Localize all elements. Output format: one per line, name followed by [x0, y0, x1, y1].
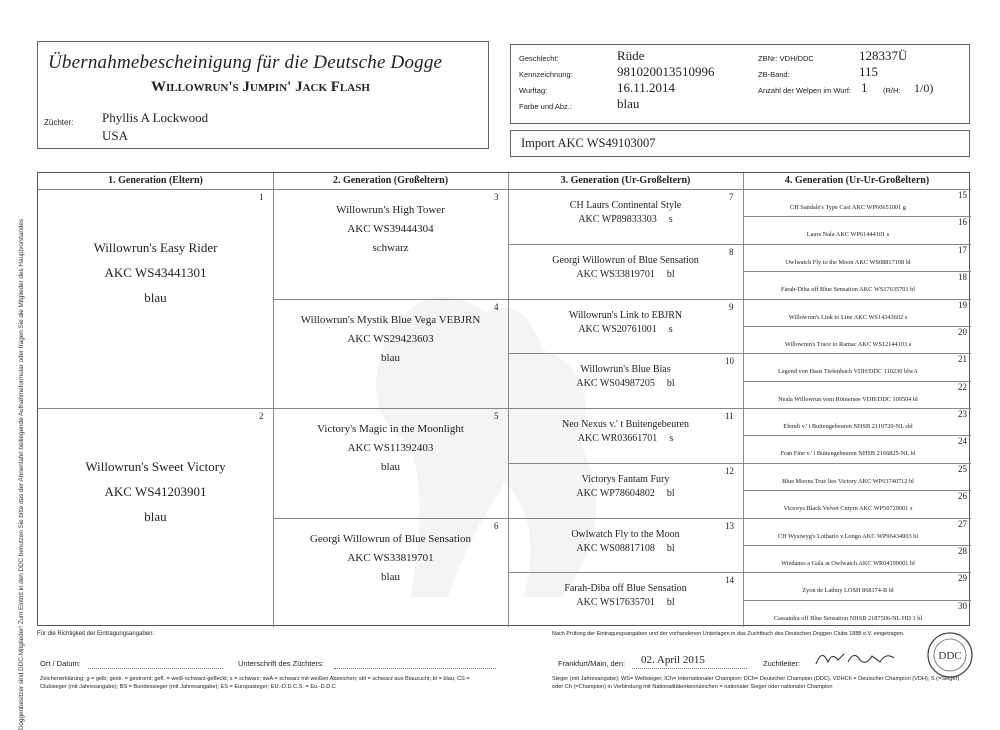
ancestor-reg: AKC WS43441301: [104, 265, 207, 280]
breeder-name: Phyllis A Lockwood: [102, 110, 209, 125]
row-divider: [508, 463, 743, 464]
ancestor-number: 26: [958, 491, 967, 502]
ancestor-number: 21: [958, 354, 967, 365]
ancestor-color: bl: [666, 268, 675, 280]
ancestor-entry: Cassandra off Blue Sensation NHSB 2187506-NL HD 1 bl: [773, 614, 923, 622]
ancestor-reg: AKC WS17635701: [576, 597, 655, 609]
row-divider: [508, 572, 743, 573]
ancestor-entry: Victorys Black Velvet Cntyrn AKC WP50729001 s: [783, 505, 913, 513]
import-value: Import AKC WS49103007: [521, 136, 656, 150]
ancestor-entry: [273, 420, 508, 477]
title-box: [37, 41, 489, 149]
generation-header: 2. Generation (Großeltern): [332, 175, 449, 186]
ancestor-number: 24: [958, 436, 967, 447]
ancestor-entry: Willowrun's Link to Line AKC WS14343602 s: [788, 313, 908, 321]
ancestor-reg: [508, 213, 743, 227]
ancestor-reg: [508, 268, 743, 282]
ancestor-color: s: [668, 323, 673, 335]
ancestor-reg: AKC WS20761001: [578, 323, 657, 335]
ancestor-number: 13: [725, 520, 734, 531]
ancestor-entry: [38, 454, 273, 529]
ancestor-name: Willowrun's Sweet Victory: [85, 459, 226, 474]
ancestor-entry: Owlwatch Fly to the Moon AKC WS08817108 bl: [785, 258, 911, 266]
row-divider: [38, 408, 273, 409]
ancestor-name: Victory's Magic in the Moonlight: [317, 423, 464, 435]
litter-label: Anzahl der Welpen im Wurf:: [758, 86, 852, 95]
header-divider: [38, 189, 971, 190]
column-divider: [508, 173, 509, 627]
place-date-line: [88, 668, 223, 669]
ancestor-number: 16: [958, 217, 967, 228]
zbband-label: ZB-Band:: [758, 70, 790, 79]
ancestor-reg: AKC WS04987205: [576, 378, 655, 390]
ancestor-number: 15: [958, 190, 967, 200]
legend-left: Zeichenerklärung: g = gelb; gestr. = gestromt; gefl. = weiß-schwarz-gefleckt; s = schwarz; swA = schwarz mit weißen Abzeichen; sbl = schwarz aus Blauzucht; bl = blau; CS = Clubsieger (mit Jahresangabe); BS = Bundessieger (mit Jahresangabe); ES = Europasieger; EU.-D.D.C.S. = Eu.-D.D.C: [40, 676, 470, 690]
color-value: blau: [617, 96, 640, 111]
ancestor-color: s: [669, 433, 674, 444]
ancestor-number: 11: [725, 411, 734, 421]
ancestor-number: 17: [958, 244, 967, 255]
ancestor-number: 20: [958, 326, 967, 337]
ancestor-number: 29: [958, 573, 967, 584]
ancestor-entry: Fran Fine v.' t Buitengebeuren NHSB 2166825-NL bl: [780, 450, 916, 458]
ancestor-name: Georgi Willowrun of Blue Sensation: [309, 532, 472, 545]
side-note: Doggenbesitzer sind DDC-Mitglieder! Zum Eintritt in den DDC benutzen Sie bitte das der Ahnentafel beiliegende Aufnahmeformular oder fragen Sie die Mitglieder des Hauptvorstandes: [18, 218, 25, 730]
ancestor-color: bl: [666, 487, 675, 499]
ancestor-name: Willowrun's Blue Bias: [580, 364, 671, 376]
row-divider: [743, 271, 971, 272]
color-label: Farbe und Abz.:: [519, 102, 572, 111]
ancestor-entry: Willowrun's Trace to Ramac AKC WS12144103 s: [784, 340, 912, 348]
ancestor-name: Farah-Diba off Blue Sensation: [564, 583, 687, 595]
ancestor-number: 12: [725, 465, 734, 476]
ancestor-entry: [508, 309, 743, 337]
ancestor-entry: [508, 473, 743, 501]
ancestor-entry: Wiedanes a Gala at Owlwatch AKC WR04199001 bl: [781, 559, 915, 567]
ancestor-name: Willowrun's Link to EBJRN: [568, 309, 683, 321]
ancestor-color: blau: [381, 461, 400, 473]
ancestor-name: Victorys Fantam Fury: [581, 473, 670, 485]
ancestor-entry: [508, 363, 743, 391]
ancestor-number: 6: [494, 520, 499, 531]
ancestor-color: bl: [666, 378, 675, 390]
litter-value: 1: [861, 80, 868, 95]
zbnr-value: 128337Ü: [859, 48, 908, 63]
ancestor-reg: [508, 377, 743, 391]
ancestor-reg: AKC WP78604802: [576, 487, 655, 499]
ancestor-color: schwarz: [372, 242, 409, 254]
breeder-sign-label: Unterschrift des Züchters:: [238, 659, 324, 668]
generation-header: 3. Generation (Ur-Großeltern): [560, 175, 691, 186]
ancestor-reg: AKC WS41203901: [104, 484, 207, 499]
ancestor-reg: AKC WS08817108: [576, 542, 655, 554]
certificate-title: Übernahmebescheinigung für die Deutsche Dogge: [48, 52, 443, 73]
ancestor-number: 23: [958, 409, 967, 419]
ancestor-entry: Farah-Diba off Blue Sensation AKC WS17635701 bl: [780, 286, 916, 294]
ancestor-color: blau: [144, 509, 167, 524]
info-box: [510, 44, 970, 124]
ancestor-number: 22: [958, 381, 967, 392]
row-divider: [743, 518, 971, 519]
ancestor-number: 9: [729, 301, 734, 312]
ancestor-number: 25: [958, 463, 967, 474]
ancestor-number: 8: [729, 246, 734, 257]
registrar-label: Zuchtleiter:: [763, 659, 801, 668]
pedigree-table: [37, 172, 970, 626]
breeder-sign-line: [334, 668, 496, 669]
row-divider: [743, 600, 971, 601]
ancestor-color: bl: [666, 597, 675, 609]
ancestor-reg: [508, 323, 743, 337]
row-divider: [508, 518, 743, 519]
row-divider: [743, 435, 971, 436]
ancestor-entry: Neala Willowrun vom Römersee VDH/DDC 109504 bl: [778, 395, 918, 403]
row-divider: [743, 216, 971, 217]
ancestor-number: 18: [958, 272, 967, 283]
footer-left-note: Für die Richtigkeit der Eintragungsangaben:: [37, 631, 155, 637]
ancestor-reg: AKC WR03661701: [577, 433, 658, 444]
ancestor-number: 3: [494, 192, 499, 202]
row-divider: [743, 572, 971, 573]
ancestor-name: Georgi Willowrun of Blue Sensation: [552, 254, 699, 266]
ancestor-number: 1: [259, 192, 264, 202]
row-divider: [273, 408, 508, 409]
frankfurt-date: 02. April 2015: [641, 654, 705, 666]
ancestor-color: s: [668, 214, 673, 225]
row-divider: [743, 545, 971, 546]
ancestor-reg: [508, 432, 743, 446]
ancestor-name: Willowrun's High Tower: [336, 204, 445, 216]
row-divider: [508, 408, 743, 409]
row-divider: [743, 353, 971, 354]
ancestor-name: CH Laurs Continental Style: [569, 200, 682, 211]
ancestor-entry: [508, 418, 743, 446]
frankfurt-date-line: [632, 668, 747, 669]
ancestor-number: 30: [958, 600, 967, 611]
row-divider: [743, 381, 971, 382]
ancestor-entry: [508, 199, 743, 227]
rh-value: 1/0): [914, 81, 934, 95]
registrar-signature: [814, 646, 904, 670]
ancestor-number: 4: [494, 301, 499, 312]
ancestor-reg: AKC WS39444304: [347, 223, 434, 235]
zbband-value: 115: [859, 64, 879, 79]
ancestor-number: 7: [729, 192, 734, 202]
ancestor-reg: AKC WP89833303: [578, 214, 657, 225]
ancestor-reg: [508, 596, 743, 610]
ancestor-color: blau: [144, 290, 167, 305]
row-divider: [508, 299, 743, 300]
breeder-country: USA: [102, 128, 129, 143]
ancestor-reg: AKC WS11392403: [347, 442, 434, 454]
row-divider: [743, 299, 971, 300]
ancestor-number: 27: [958, 518, 967, 529]
ancestor-entry: [508, 254, 743, 282]
breeder-label: Züchter:: [44, 118, 74, 127]
ancestor-entry: [273, 201, 508, 258]
row-divider: [743, 326, 971, 327]
footer-right-note: Nach Prüfung der Eintragungsangaben und der vorhandenen Unterlagen in das Zuchtbuch des Deutschen Doggen Clubs 1888 e.V. eingetragen.: [552, 631, 905, 637]
row-divider: [743, 463, 971, 464]
ancestor-color: bl: [666, 542, 675, 554]
ancestor-number: 14: [725, 575, 734, 586]
import-box: [510, 130, 970, 157]
ancestor-entry: Zyon de Lathuy LOSH 868174-B bl: [802, 587, 894, 595]
ancestor-entry: CH Wysiwyg's Lothario v.Longo AKC WP96434903 bl: [777, 532, 919, 540]
ancestor-entry: Efendi v.' t Buitengebeuren NHSB 2119720-NL sbl: [783, 423, 913, 430]
row-divider: [743, 490, 971, 491]
ancestor-name: Willowrun's Easy Rider: [93, 240, 218, 255]
sex-label: Geschlecht:: [519, 54, 559, 63]
ancestor-color: blau: [381, 570, 400, 583]
sex-value: Rüde: [617, 48, 645, 63]
zbnr-label: ZBNr: VDH/DDC: [758, 54, 814, 63]
ancestor-entry: CH Sandale's Type Cast AKC WP60651001 g: [790, 204, 906, 211]
ancestor-entry: Legend von Haus Tiefenbach VDH/DDC 110230 blwA: [778, 368, 918, 376]
ancestor-reg: AKC WS33819701: [576, 268, 655, 280]
ancestor-entry: [508, 582, 743, 610]
row-divider: [508, 244, 743, 245]
ancestor-entry: [38, 235, 273, 310]
ancestor-reg: [508, 487, 743, 501]
place-date-label: Ort / Datum:: [40, 659, 81, 668]
ancestor-reg: AKC WS33819701: [347, 551, 434, 564]
generation-header: 1. Generation (Eltern): [108, 175, 203, 186]
ancestor-number: 10: [725, 356, 734, 367]
frankfurt-label: Frankfurt/Main, den:: [558, 659, 626, 668]
ancestor-name: Willowrun's Mystik Blue Vega VEBJRN: [300, 313, 481, 326]
row-divider: [273, 518, 508, 519]
ancestor-reg: [508, 542, 743, 556]
ancestor-entry: [273, 530, 508, 587]
row-divider: [743, 408, 971, 409]
row-divider: [508, 353, 743, 354]
row-divider: [743, 244, 971, 245]
birth-value: 16.11.2014: [617, 80, 676, 95]
row-divider: [273, 299, 508, 300]
ancestor-entry: [273, 311, 508, 368]
ancestor-name: Neo Nexus v.' t Buitengebeuren: [562, 419, 689, 430]
ancestor-entry: Blue Moons True lies Victory AKC WP63740712 bl: [782, 477, 914, 485]
ancestor-number: 19: [958, 299, 967, 310]
ancestor-number: 5: [494, 411, 499, 421]
ancestor-number: 28: [958, 545, 967, 556]
chip-label: Kennzeichnung:: [519, 70, 573, 79]
ancestor-reg: AKC WS29423603: [347, 332, 434, 345]
chip-value: 981020013510996: [617, 64, 715, 79]
ancestor-name: Owlwatch Fly to the Moon: [571, 528, 680, 540]
birth-label: Wurftag:: [519, 86, 548, 95]
generation-header: 4. Generation (Ur-Ur-Großeltern): [784, 175, 930, 186]
ancestor-number: 2: [259, 411, 264, 421]
ancestor-color: blau: [381, 351, 400, 364]
ancestor-entry: Laurs Nala AKC WP61444101 s: [806, 231, 890, 239]
seal-text: DDC: [938, 650, 962, 662]
ancestor-entry: [508, 528, 743, 556]
legend-right: Sieger (mit Jahresangabe); WS= Weltsieger; ICh= Internationaler Champion; DCh= Deutscher Champion (DDC), VDHCh = Deutscher Champion (VDH); S (=Sieger) oder Ch (=Champion) in Verbindung mit Nationalitätenkennzeichen = nationaler Sieger oder nationaler Champion: [552, 676, 960, 690]
dog-name: Willowrun's Jumpin' Jack Flash: [151, 79, 370, 95]
rh-label: (R/H:: [883, 86, 901, 95]
